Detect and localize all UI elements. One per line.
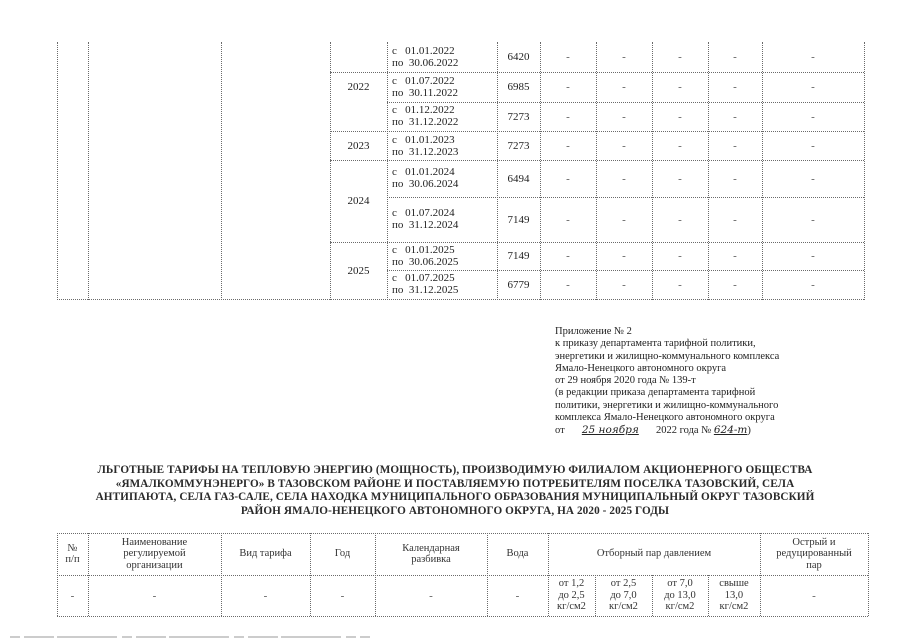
- steam-1-cell: -: [566, 213, 570, 226]
- steam-1-cell: -: [566, 110, 570, 123]
- steam-1-cell: -: [566, 81, 570, 93]
- tariff-table-header: [0, 530, 905, 640]
- period-cell: с 01.01.2022 по 30.06.2022: [392, 45, 459, 69]
- tariff-table-continuation: [0, 0, 905, 300]
- appendix-line: (в редакции приказа департамента тарифной: [555, 387, 756, 399]
- subheader-steam-2: от 2,5 до 7,0 кг/см2: [609, 578, 638, 613]
- year-cell: 2025: [347, 264, 370, 277]
- period-cell: с 01.07.2022 по 30.11.2022: [392, 75, 458, 99]
- row-year: -: [340, 589, 345, 602]
- sharp-steam-cell: -: [811, 51, 815, 63]
- tariff-value: 7149: [507, 213, 530, 226]
- header-organization: Наименование регулируемой организации: [121, 536, 188, 571]
- title-line: ЛЬГОТНЫЕ ТАРИФЫ НА ТЕПЛОВУЮ ЭНЕРГИЮ (МОЩНОСТЬ), ПРОИЗВОДИМУЮ ФИЛИАЛОМ АКЦИОНЕРНОГО ОБЩЕСТВА: [97, 464, 813, 476]
- sharp-steam-cell: -: [811, 172, 815, 185]
- header-tariff-type: Вид тарифа: [239, 548, 292, 560]
- sharp-steam-cell: -: [811, 278, 815, 291]
- row-sharp-steam: -: [812, 589, 816, 602]
- period-cell: с 01.01.2024 по 30.06.2024: [392, 166, 459, 190]
- steam-4-cell: -: [733, 250, 737, 262]
- appendix-line: Ямало-Ненецкого автономного округа: [555, 362, 727, 374]
- steam-4-cell: -: [733, 213, 737, 226]
- steam-4-cell: -: [733, 51, 737, 63]
- row-num: -: [70, 589, 75, 602]
- header-year: Год: [334, 548, 351, 560]
- year-cell: 2024: [347, 195, 370, 207]
- period-cell: с 01.12.2022 по 31.12.2022: [392, 104, 459, 128]
- steam-3-cell: -: [678, 139, 682, 152]
- title-line: РАЙОН ЯМАЛО-НЕНЕЦКОГО АВТОНОМНОГО ОКРУГА, НА 2020 - 2025 ГОДЫ: [240, 504, 670, 517]
- title-line: «ЯМАЛКОММУНЭНЕРГО» В ТАЗОВСКОМ РАЙОНЕ И ПОСТАВЛЯЕМУЮ ПОТРЕБИТЕЛЯМ ПОСЕЛКА ТАЗОВСКИЙ, СЕЛА: [115, 477, 795, 490]
- steam-4-cell: -: [733, 172, 737, 185]
- handwritten-date: 25 ноября: [581, 424, 639, 437]
- steam-3-cell: -: [678, 213, 682, 226]
- steam-4-cell: -: [733, 278, 737, 291]
- header-num: № п/п: [65, 542, 80, 565]
- appendix-line: от 29 ноября 2020 года № 139-т: [555, 375, 696, 387]
- row-calendar: -: [429, 589, 433, 602]
- steam-2-cell: -: [622, 213, 626, 226]
- steam-1-cell: -: [566, 139, 570, 152]
- steam-3-cell: -: [678, 172, 682, 185]
- steam-3-cell: -: [678, 51, 682, 63]
- period-cell: с 01.07.2025 по 31.12.2025: [392, 272, 459, 296]
- scan-artifact-line: [0, 633, 905, 640]
- tariff-value: 7149: [507, 250, 530, 262]
- date-suffix: ): [747, 425, 751, 437]
- document-title: [40, 464, 870, 518]
- steam-1-cell: -: [566, 250, 570, 262]
- steam-2-cell: -: [622, 110, 626, 123]
- title-line: АНТИПАЮТА, СЕЛА ГАЗ-САЛЕ, СЕЛА НАХОДКА МУНИЦИПАЛЬНОГО ОБРАЗОВАНИЯ МУНИЦИПАЛЬНЫЙ ОКРУГ ТАЗОВСКИЙ: [95, 491, 815, 503]
- steam-3-cell: -: [678, 278, 682, 291]
- header-water: Вода: [506, 548, 529, 560]
- steam-4-cell: -: [733, 110, 737, 123]
- period-cell: с 01.07.2024 по 31.12.2024: [392, 207, 459, 231]
- row-tariff-type: -: [263, 589, 268, 602]
- sharp-steam-cell: -: [811, 250, 815, 262]
- tariff-value: 6985: [507, 81, 530, 93]
- sharp-steam-cell: -: [811, 213, 815, 226]
- steam-4-cell: -: [733, 81, 737, 93]
- steam-1-cell: -: [566, 51, 570, 63]
- steam-2-cell: -: [622, 81, 626, 93]
- tariff-value: 6494: [507, 172, 530, 185]
- tariff-value: 6779: [507, 278, 530, 291]
- steam-3-cell: -: [678, 110, 682, 123]
- date-middle: 2022 года №: [655, 425, 712, 437]
- steam-2-cell: -: [622, 139, 626, 152]
- period-cell: с 01.01.2025 по 30.06.2025: [392, 244, 459, 268]
- appendix-line: к приказу департамента тарифной политики,: [555, 338, 756, 350]
- tariff-value: 7273: [507, 139, 530, 152]
- header-selected-steam: Отборный пар давлением: [596, 548, 712, 560]
- year-cell: 2023: [347, 139, 370, 152]
- steam-3-cell: -: [678, 81, 682, 93]
- row-organization: -: [152, 589, 157, 602]
- date-prefix: от: [555, 425, 565, 437]
- tariff-value: 6420: [507, 51, 530, 63]
- steam-1-cell: -: [566, 278, 570, 291]
- year-cell: 2022: [347, 80, 370, 93]
- appendix-line: энергетики и жилищно-коммунального комплекса: [555, 350, 780, 362]
- tariff-value: 7273: [507, 110, 530, 123]
- row-water: -: [515, 589, 520, 602]
- steam-1-cell: -: [566, 172, 570, 185]
- appendix-title: Приложение № 2: [555, 326, 632, 337]
- steam-2-cell: -: [622, 250, 626, 262]
- subheader-steam-1: от 1,2 до 2,5 кг/см2: [557, 578, 586, 613]
- appendix-line: комплекса Ямало-Ненецкого автономного округа: [555, 412, 775, 424]
- steam-2-cell: -: [622, 172, 626, 185]
- header-calendar: Календарная разбивка: [402, 542, 460, 565]
- subheader-steam-4: свыше 13,0 кг/см2: [719, 578, 749, 613]
- sharp-steam-cell: -: [811, 81, 815, 93]
- appendix-header: [555, 326, 855, 438]
- sharp-steam-cell: -: [811, 139, 815, 152]
- appendix-date-line: [555, 424, 855, 437]
- appendix-line: политики, энергетики и жилищно-коммунального: [555, 399, 779, 411]
- sharp-steam-cell: -: [811, 110, 815, 123]
- steam-3-cell: -: [678, 250, 682, 262]
- handwritten-number: 624-т: [713, 424, 748, 437]
- steam-2-cell: -: [622, 51, 626, 63]
- steam-2-cell: -: [622, 278, 626, 291]
- header-sharp-steam: Острый и редуцированный пар: [776, 536, 852, 571]
- period-cell: с 01.01.2023 по 31.12.2023: [392, 134, 459, 158]
- steam-4-cell: -: [733, 139, 737, 152]
- subheader-steam-3: от 7,0 до 13,0 кг/см2: [664, 578, 696, 613]
